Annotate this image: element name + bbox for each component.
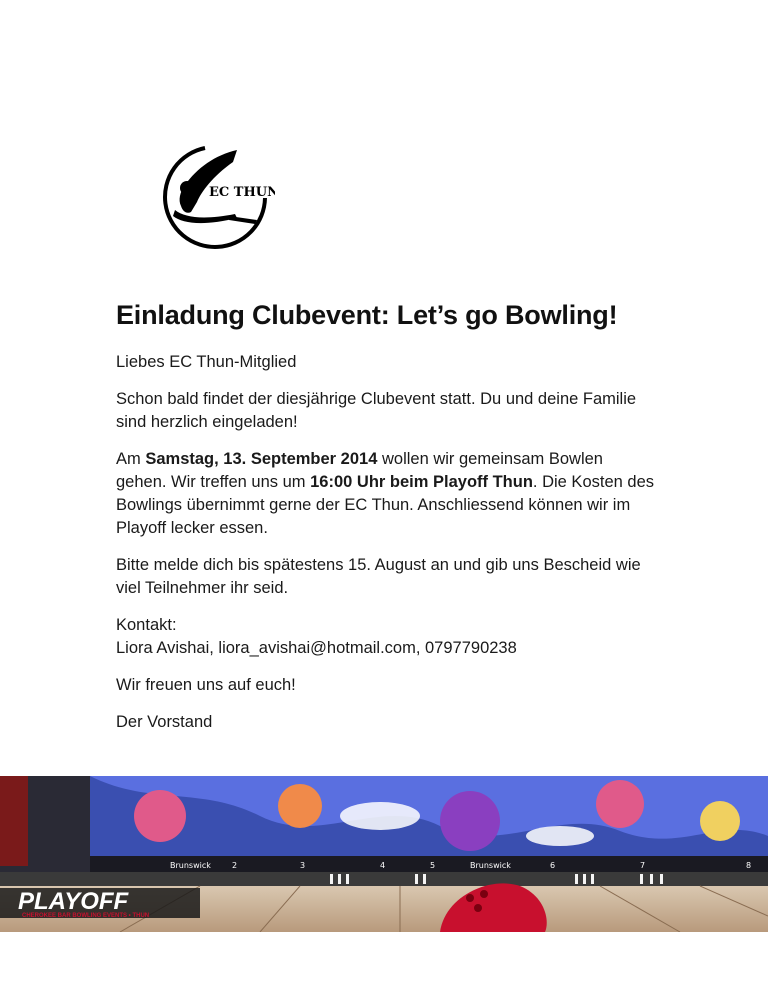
lane-number: 5 bbox=[430, 861, 436, 870]
contact-block bbox=[116, 614, 656, 660]
signature: Der Vorstand bbox=[116, 713, 213, 731]
contact-label: Kontakt: bbox=[116, 616, 177, 634]
event-date: Samstag, 13. September 2014 bbox=[145, 450, 378, 468]
event-time-location: 16:00 Uhr beim Playoff Thun bbox=[310, 473, 533, 491]
lane-brand-2: Brunswick bbox=[470, 861, 511, 870]
logo-text: EC THUN bbox=[209, 185, 275, 200]
lane-number: 4 bbox=[380, 861, 386, 870]
lane-brand-1: Brunswick bbox=[170, 861, 211, 870]
playoff-tagline: CHEROKEE BAR BOWLING EVENTS • THUN bbox=[22, 913, 150, 919]
lane-number: 2 bbox=[232, 861, 238, 870]
page-title: Einladung Clubevent: Let’s go Bowling! bbox=[116, 300, 618, 330]
closing: Wir freuen uns auf euch! bbox=[116, 676, 296, 694]
ec-thun-logo-icon bbox=[145, 140, 275, 250]
contact-line: Liora Avishai, liora_avishai@hotmail.com, 0797790238 bbox=[116, 639, 517, 657]
lane-number: 8 bbox=[746, 861, 752, 870]
lane-number: 6 bbox=[550, 861, 556, 870]
lane-number: 3 bbox=[300, 861, 306, 870]
paragraph-intro: Schon bald findet der diesjährige Clubevent statt. Du und deine Familie sind herzlich eingeladen! bbox=[116, 390, 637, 431]
paragraph-registration: Bitte melde dich bis spätestens 15. August an und gib uns Bescheid wie viel Teilnehmer ihr seid. bbox=[116, 556, 641, 597]
playoff-brand: PLAYOFF bbox=[18, 888, 129, 915]
ec-thun-logo bbox=[145, 140, 275, 250]
lane-number: 7 bbox=[640, 861, 646, 870]
bowling-alley-image bbox=[0, 776, 768, 932]
bowling-photo bbox=[0, 776, 768, 932]
greeting: Liebes EC Thun-Mitglied bbox=[116, 353, 297, 371]
paragraph-details: Am Samstag, 13. September 2014 wollen wir gemeinsam Bowlen gehen. Wir treffen uns um 16:00 Uhr beim Playoff Thun. Die Kosten des Bowlings übernimmt gerne der EC Thun. Anschliessend können wir im Playoff lecker essen. bbox=[116, 450, 654, 537]
letter-content bbox=[116, 300, 656, 748]
